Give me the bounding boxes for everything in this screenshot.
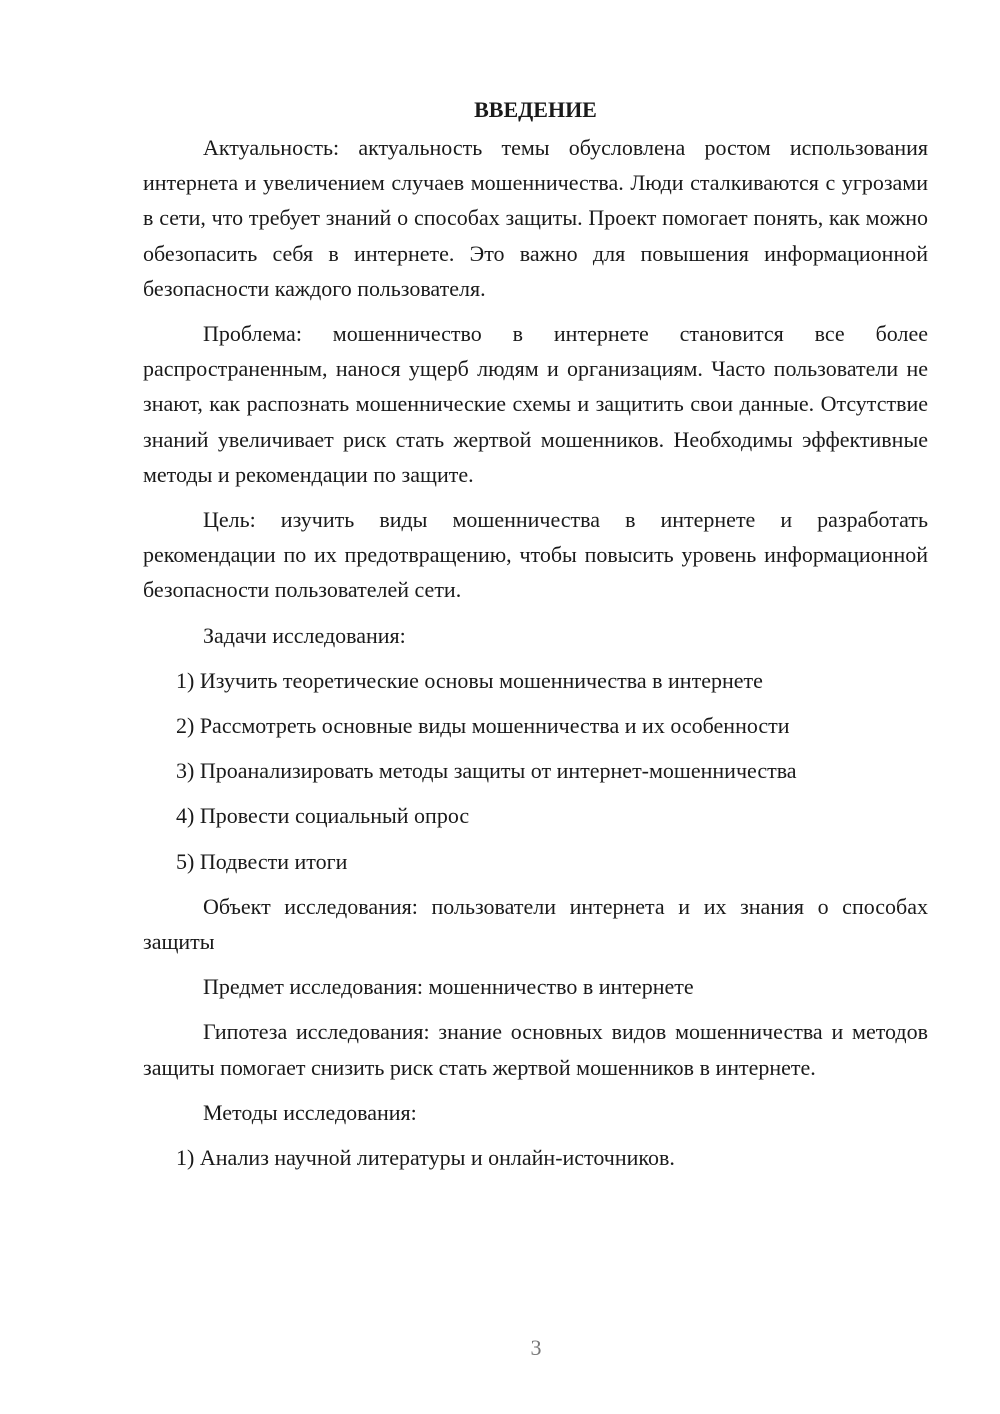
document-page xyxy=(143,90,928,1175)
methods-heading: Методы исследования: xyxy=(203,1099,417,1125)
object-paragraph: Объект исследования: пользователи интернета и их знания о способах защиты xyxy=(143,893,928,955)
task-item: 4) Провести социальный опрос xyxy=(176,803,470,829)
task-item: 2) Рассмотреть основные виды мошенничества и их особенности xyxy=(176,713,790,739)
task-item: 3) Проанализировать методы защиты от интернет-мошенничества xyxy=(176,758,797,784)
page-number: 3 xyxy=(530,1335,542,1360)
tasks-heading: Задачи исследования: xyxy=(203,622,406,648)
subject-paragraph: Предмет исследования: мошенничество в интернете xyxy=(203,974,694,1000)
relevance-paragraph: Актуальность: актуальность темы обусловлена ростом использования интернета и увеличением случаев мошенничества. Люди сталкиваются с угрозами в сети, что требует знаний о способах защиты. Проект помогает понять, как можно обезопасить себя в интернете. Это важно для повышения информационной безопасности каждого пользователя. xyxy=(143,135,928,301)
document-heading: ВВЕДЕНИЕ xyxy=(474,97,597,122)
task-item: 1) Изучить теоретические основы мошенничества в интернете xyxy=(176,667,763,693)
hypothesis-paragraph: Гипотеза исследования: знание основных видов мошенничества и методов защиты помогает снизить риск стать жертвой мошенников в интернете. xyxy=(143,1019,928,1080)
method-item: 1) Анализ научной литературы и онлайн-источников. xyxy=(176,1145,675,1171)
task-item: 5) Подвести итоги xyxy=(176,848,348,874)
problem-paragraph: Проблема: мошенничество в интернете становится все более распространенным, нанося ущерб людям и организациям. Часто пользователи не знают, как распознать мошеннические схемы и защитить свои данные. Отсутствие знаний увеличивает риск стать жертвой мошенников. Необходимы эффективные методы и рекомендации по защите. xyxy=(143,321,928,487)
goal-paragraph: Цель: изучить виды мошенничества в интернете и разработать рекомендации по их предотвращению, чтобы повысить уровень информационной безопасности пользователей сети. xyxy=(143,507,928,603)
